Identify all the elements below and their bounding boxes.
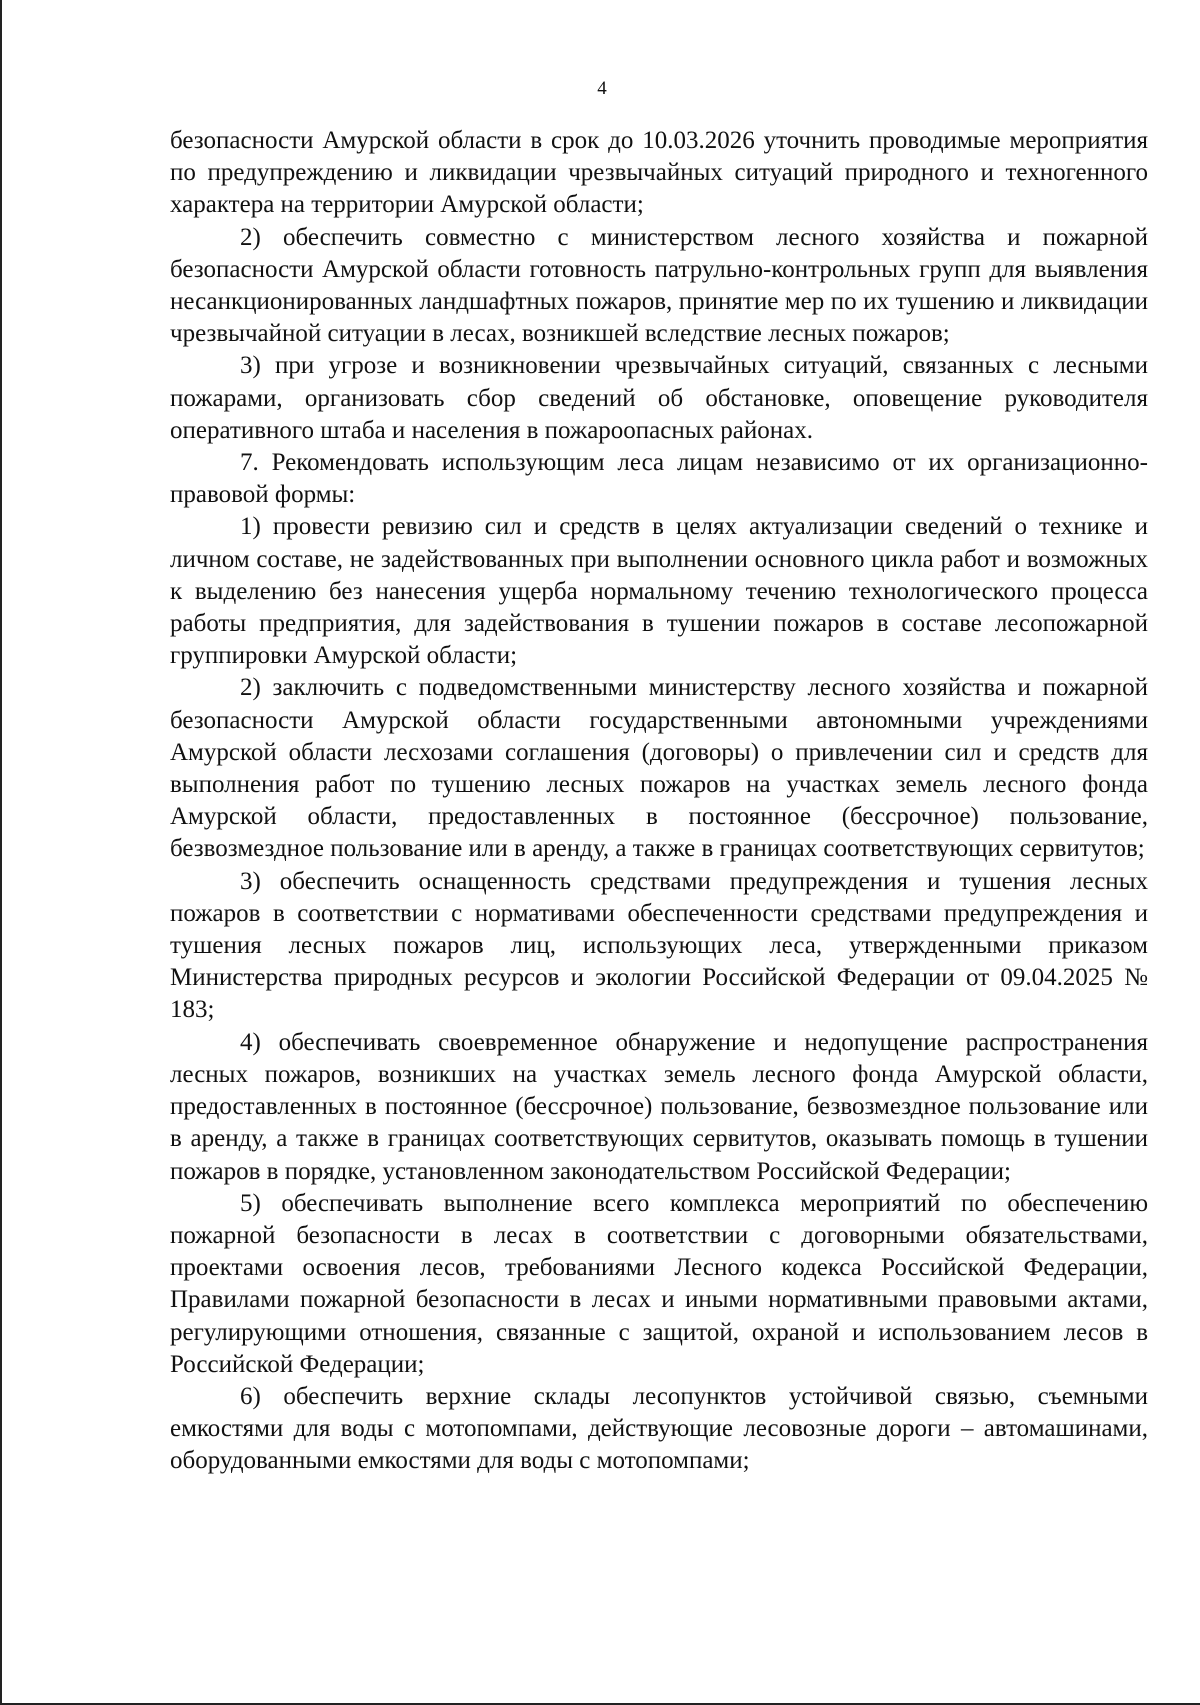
paragraph-section-7-item-3: 3) обеспечить оснащенность средствами предупреждения и тушения лесных пожаров в соответствии с нормативами обеспеченности средствами предупреждения и тушения лесных пожаров лиц, использующих леса, утвержденными приказом Министерства природных ресурсов и экологии Российской Федерации от 09.04.2025 № 183;: [170, 867, 1148, 1024]
document-body: [170, 125, 1148, 1478]
paragraph-section-7-item-6: 6) обеспечить верхние склады лесопунктов устойчивой связью, съемными емкостями для воды с мотопомпами, действующие лесовозные дороги – автомашинами, оборудованными емкостями для воды с мотопомпами;: [170, 1382, 1148, 1475]
paragraph-section-7-item-4: 4) обеспечивать своевременное обнаружение и недопущение распространения лесных пожаров, возникших на участках земель лесного фонда Амурской области, предоставленных в постоянное (бессрочное) пользование, безвозмездное пользование или в аренду, а также в границах соответствующих сервитутов, оказывать помощь в тушении пожаров в порядке, установленном законодательством Российской Федерации;: [170, 1028, 1148, 1185]
page-number: 4: [597, 78, 607, 99]
paragraph-item-3: 3) при угрозе и возникновении чрезвычайных ситуаций, связанных с лесными пожарами, организовать сбор сведений об обстановке, оповещение руководителя оперативного штаба и населения в пожароопасных районах.: [170, 352, 1148, 444]
paragraph-section-7-item-5: 5) обеспечивать выполнение всего комплекса мероприятий по обеспечению пожарной безопасности в лесах в соответствии с договорными обязательствами, проектами освоения лесов, требованиями Лесного кодекса Российской Федерации, Правилами пожарной безопасности в лесах и иными нормативными правовыми актами, регулирующими отношения, связанные с защитой, охраной и использованием лесов в Российской Федерации;: [170, 1189, 1148, 1378]
paragraph-item-2: 2) обеспечить совместно с министерством лесного хозяйства и пожарной безопасности Амурской области готовность патрульно-контрольных групп для выявления несанкционированных ландшафтных пожаров, принятие мер по их тушению и ликвидации чрезвычайной ситуации в лесах, возникшей вследствие лесных пожаров;: [170, 223, 1148, 348]
paragraph-continuation: безопасности Амурской области в срок до 10.03.2026 уточнить проводимые мероприятия по предупреждению и ликвидации чрезвычайных ситуаций природного и техногенного характера на территории Амурской области;: [170, 127, 1148, 219]
paragraph-section-7-item-1: 1) провести ревизию сил и средств в целях актуализации сведений о технике и личном составе, не задействованных при выполнении основного цикла работ и возможных к выделению без нанесения ущерба нормальному течению технологического процесса работы предприятия, для задействования в тушении пожаров в составе лесопожарной группировки Амурской области;: [170, 513, 1148, 670]
paragraph-section-7-item-2: 2) заключить с подведомственными министерству лесного хозяйства и пожарной безопасности Амурской области государственными автономными учреждениями Амурской области лесхозами соглашения (договоры) о привлечении сил и средств для выполнения работ по тушению лесных пожаров на участках земель лесного фонда Амурской области, предоставленных в постоянное (бессрочное) пользование, безвозмездное пользование или в аренду, а также в границах соответствующих сервитутов;: [170, 674, 1148, 863]
paragraph-section-7: 7. Рекомендовать использующим леса лицам независимо от их организационно-правовой формы:: [170, 449, 1148, 509]
